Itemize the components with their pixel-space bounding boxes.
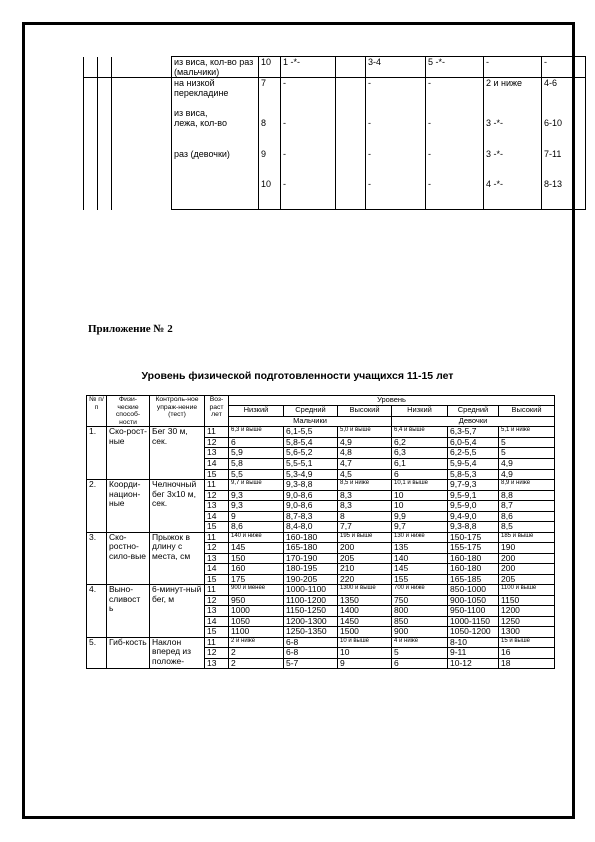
- value-cell: 140: [392, 553, 448, 564]
- value-cell: 1200: [499, 606, 555, 617]
- exercise-cell: на низкой перекладине: [172, 78, 259, 109]
- age-cell: 13: [205, 553, 229, 564]
- value-cell: 10 и выше: [338, 637, 392, 648]
- value-cell: 1200-1300: [284, 616, 338, 627]
- value-cell: [336, 179, 366, 210]
- value-cell: [336, 118, 366, 148]
- header-age: Воз-раст лет: [205, 396, 229, 427]
- group-test: Наклон вперед из положе-: [150, 637, 205, 669]
- value-cell: -: [426, 78, 484, 109]
- age-cell: 14: [205, 511, 229, 522]
- age-cell: 14: [205, 564, 229, 575]
- value-cell: 6: [392, 658, 448, 669]
- age-cell: 12: [205, 543, 229, 554]
- header-row-1: [87, 396, 555, 406]
- table-row: [87, 532, 555, 543]
- value-cell: 1000-1100: [284, 585, 338, 596]
- value-cell: 185 и выше: [499, 532, 555, 543]
- value-cell: 8,3: [338, 501, 392, 512]
- blank-cell: [112, 57, 172, 78]
- page-title: Уровень физической подготовленности учащихся 11-15 лет: [141, 370, 454, 382]
- value-cell: 4,7: [338, 458, 392, 469]
- blank-cell: [98, 149, 112, 179]
- value-cell: 5-7: [284, 658, 338, 669]
- value-cell: 4 и ниже: [392, 637, 448, 648]
- value-cell: 190-205: [284, 574, 338, 585]
- value-cell: 205: [499, 574, 555, 585]
- value-cell: 9,3: [229, 490, 284, 501]
- value-cell: -: [366, 179, 426, 210]
- value-cell: 6,2: [392, 437, 448, 448]
- value-cell: 155-175: [448, 543, 499, 554]
- table-row: [87, 585, 555, 596]
- age-cell: 13: [205, 606, 229, 617]
- exercise-cell: из виса,: [172, 108, 259, 118]
- value-cell: 10: [338, 648, 392, 659]
- value-cell: [366, 108, 426, 118]
- value-cell: 160-180: [284, 532, 338, 543]
- value-cell: -: [426, 149, 484, 179]
- value-cell: [336, 78, 366, 109]
- value-cell: 1100 и выше: [499, 585, 555, 596]
- value-cell: 10: [392, 501, 448, 512]
- value-cell: 205: [338, 553, 392, 564]
- value-cell: 5,5: [229, 469, 284, 480]
- value-cell: 190: [499, 543, 555, 554]
- value-cell: 8: [259, 118, 281, 148]
- value-cell: 2: [229, 648, 284, 659]
- value-cell: 10: [392, 490, 448, 501]
- value-cell: 1250: [499, 616, 555, 627]
- value-cell: 9: [229, 511, 284, 522]
- value-cell: 160-180: [448, 553, 499, 564]
- value-cell: 9,7: [392, 522, 448, 533]
- value-cell: 9,5-9,0: [448, 501, 499, 512]
- age-cell: 14: [205, 458, 229, 469]
- header-ability: Физи-ческие способ-ности: [107, 396, 150, 427]
- value-cell: 8,5 и ниже: [338, 480, 392, 491]
- value-cell: 5 -*-: [426, 57, 484, 78]
- value-cell: 9,9: [392, 511, 448, 522]
- value-cell: 8-13: [542, 179, 586, 210]
- value-cell: 5,8-5,3: [448, 469, 499, 480]
- group-test: Бег 30 м, сек.: [150, 427, 205, 480]
- group-num: 3.: [87, 532, 107, 585]
- value-cell: 5,9-5,4: [448, 458, 499, 469]
- value-cell: 10,1 и выше: [392, 480, 448, 491]
- value-cell: 8-10: [448, 637, 499, 648]
- value-cell: 8,4-8,0: [284, 522, 338, 533]
- value-cell: 7,7: [338, 522, 392, 533]
- value-cell: 160-180: [448, 564, 499, 575]
- value-cell: 6: [229, 437, 284, 448]
- group-ability: Ско-ростно-сило-вые: [107, 532, 150, 585]
- value-cell: -: [281, 118, 336, 148]
- value-cell: 5,1 и ниже: [499, 427, 555, 438]
- value-cell: 4-6: [542, 78, 586, 109]
- value-cell: -: [366, 118, 426, 148]
- table-row: [84, 118, 586, 148]
- value-cell: 145: [392, 564, 448, 575]
- value-cell: -: [542, 57, 586, 78]
- group-test: Прыжок в длину с места, см: [150, 532, 205, 585]
- age-cell: 13: [205, 658, 229, 669]
- value-cell: 5,6-5,2: [284, 448, 338, 459]
- value-cell: 6-10: [542, 118, 586, 148]
- value-cell: 4 -*-: [484, 179, 542, 210]
- table-row: [87, 427, 555, 438]
- value-cell: 1050-1200: [448, 627, 499, 638]
- value-cell: 1000-1150: [448, 616, 499, 627]
- value-cell: 175: [229, 574, 284, 585]
- value-cell: 1 -*-: [281, 57, 336, 78]
- value-cell: 3 -*-: [484, 118, 542, 148]
- value-cell: 950-1100: [448, 606, 499, 617]
- age-cell: 11: [205, 480, 229, 491]
- value-cell: 155: [392, 574, 448, 585]
- value-cell: 4,8: [338, 448, 392, 459]
- group-ability: Выно-сливост ь: [107, 585, 150, 638]
- age-cell: 15: [205, 469, 229, 480]
- group-test: 6-минут-ный бег, м: [150, 585, 205, 638]
- continuation-table: [83, 56, 586, 210]
- value-cell: 5,0 и выше: [338, 427, 392, 438]
- value-cell: 9,3-8,8: [448, 522, 499, 533]
- value-cell: 6,3-5,7: [448, 427, 499, 438]
- value-cell: [426, 108, 484, 118]
- blank-cell: [112, 149, 172, 179]
- value-cell: 7: [259, 78, 281, 109]
- blank-cell: [84, 149, 98, 179]
- table-row: [87, 480, 555, 491]
- value-cell: 3-4: [366, 57, 426, 78]
- value-cell: 9-11: [448, 648, 499, 659]
- age-cell: 14: [205, 616, 229, 627]
- value-cell: 4,9: [499, 458, 555, 469]
- value-cell: 170-190: [284, 553, 338, 564]
- value-cell: -: [281, 149, 336, 179]
- age-cell: 12: [205, 490, 229, 501]
- header-girls-mid: Средний: [448, 406, 499, 416]
- age-cell: 15: [205, 522, 229, 533]
- value-cell: 900-1050: [448, 595, 499, 606]
- value-cell: [542, 108, 586, 118]
- value-cell: 6,3 и выше: [229, 427, 284, 438]
- blank-cell: [84, 57, 98, 78]
- value-cell: 165-185: [448, 574, 499, 585]
- value-cell: 6,4 и выше: [392, 427, 448, 438]
- header-girls: Девочки: [392, 416, 555, 427]
- value-cell: 15 и выше: [499, 637, 555, 648]
- exercise-cell: из виса, кол-во раз (мальчики): [172, 57, 259, 78]
- table-row: [84, 108, 586, 118]
- value-cell: 6: [392, 469, 448, 480]
- value-cell: 1500: [338, 627, 392, 638]
- value-cell: 8,6: [229, 522, 284, 533]
- value-cell: 9,4-9,0: [448, 511, 499, 522]
- value-cell: 2 и ниже: [484, 78, 542, 109]
- value-cell: 9,0-8,6: [284, 490, 338, 501]
- value-cell: -: [366, 149, 426, 179]
- group-ability: Гиб-кость: [107, 637, 150, 669]
- value-cell: 4,5: [338, 469, 392, 480]
- blank-cell: [98, 57, 112, 78]
- blank-cell: [98, 118, 112, 148]
- value-cell: 750: [392, 595, 448, 606]
- table-row: [87, 637, 555, 648]
- value-cell: 200: [338, 543, 392, 554]
- blank-cell: [112, 179, 172, 210]
- value-cell: 900 и менее: [229, 585, 284, 596]
- value-cell: 160: [229, 564, 284, 575]
- value-cell: [336, 57, 366, 78]
- value-cell: 5,3-4,9: [284, 469, 338, 480]
- blank-cell: [98, 179, 112, 210]
- group-ability: Ско-рост-ные: [107, 427, 150, 480]
- blank-cell: [84, 118, 98, 148]
- value-cell: 1350: [338, 595, 392, 606]
- value-cell: 8,3: [338, 490, 392, 501]
- value-cell: 1400: [338, 606, 392, 617]
- value-cell: 800: [392, 606, 448, 617]
- value-cell: 180-195: [284, 564, 338, 575]
- value-cell: 9: [338, 658, 392, 669]
- value-cell: 9,7-9,3: [448, 480, 499, 491]
- value-cell: 6,1: [392, 458, 448, 469]
- group-ability: Коорди-национ-ные: [107, 480, 150, 533]
- value-cell: 200: [499, 564, 555, 575]
- value-cell: 1450: [338, 616, 392, 627]
- value-cell: 2: [229, 658, 284, 669]
- exercise-cell: [172, 179, 259, 210]
- value-cell: [336, 149, 366, 179]
- value-cell: 150: [229, 553, 284, 564]
- value-cell: 18: [499, 658, 555, 669]
- value-cell: 145: [229, 543, 284, 554]
- blank-cell: [98, 108, 112, 118]
- value-cell: 9,0-8,6: [284, 501, 338, 512]
- value-cell: 9,3-8,8: [284, 480, 338, 491]
- header-boys-low: Низкий: [229, 406, 284, 416]
- value-cell: 9,5-9,1: [448, 490, 499, 501]
- age-cell: 15: [205, 574, 229, 585]
- table-row: [84, 57, 586, 78]
- value-cell: [259, 108, 281, 118]
- value-cell: 3 -*-: [484, 149, 542, 179]
- value-cell: 135: [392, 543, 448, 554]
- value-cell: 7-11: [542, 149, 586, 179]
- value-cell: 9,3: [229, 501, 284, 512]
- table-row: [84, 179, 586, 210]
- value-cell: 130 и ниже: [392, 532, 448, 543]
- value-cell: -: [484, 57, 542, 78]
- value-cell: 4,9: [499, 469, 555, 480]
- value-cell: 9,7 и выше: [229, 480, 284, 491]
- age-cell: 13: [205, 501, 229, 512]
- group-num: 1.: [87, 427, 107, 480]
- blank-cell: [84, 78, 98, 109]
- value-cell: 6,3: [392, 448, 448, 459]
- value-cell: 1100-1200: [284, 595, 338, 606]
- age-cell: 12: [205, 648, 229, 659]
- table-row: [84, 149, 586, 179]
- value-cell: 5: [499, 448, 555, 459]
- value-cell: 1300 и выше: [338, 585, 392, 596]
- group-num: 2.: [87, 480, 107, 533]
- blank-cell: [112, 118, 172, 148]
- header-boys: Мальчики: [229, 416, 392, 427]
- value-cell: 900: [392, 627, 448, 638]
- header-num: № п/п: [87, 396, 107, 427]
- value-cell: -: [281, 78, 336, 109]
- value-cell: 10-12: [448, 658, 499, 669]
- value-cell: 1100: [229, 627, 284, 638]
- value-cell: 8,7-8,3: [284, 511, 338, 522]
- value-cell: 10: [259, 179, 281, 210]
- age-cell: 12: [205, 437, 229, 448]
- exercise-cell: раз (девочки): [172, 149, 259, 179]
- blank-cell: [84, 108, 98, 118]
- value-cell: 850: [392, 616, 448, 627]
- value-cell: [484, 108, 542, 118]
- value-cell: -: [366, 78, 426, 109]
- age-cell: 12: [205, 595, 229, 606]
- value-cell: 8: [338, 511, 392, 522]
- age-cell: 11: [205, 637, 229, 648]
- value-cell: -: [281, 179, 336, 210]
- value-cell: [281, 108, 336, 118]
- value-cell: 10: [259, 57, 281, 78]
- blank-cell: [98, 78, 112, 109]
- age-cell: 11: [205, 585, 229, 596]
- appendix-label: Приложение № 2: [88, 323, 173, 335]
- value-cell: -: [426, 179, 484, 210]
- value-cell: 4,9: [338, 437, 392, 448]
- value-cell: -: [426, 118, 484, 148]
- value-cell: 700 и ниже: [392, 585, 448, 596]
- header-girls-low: Низкий: [392, 406, 448, 416]
- value-cell: 195 и выше: [338, 532, 392, 543]
- value-cell: 6,1-5,5: [284, 427, 338, 438]
- value-cell: 8,5: [499, 522, 555, 533]
- value-cell: 5: [392, 648, 448, 659]
- value-cell: 1300: [499, 627, 555, 638]
- value-cell: 8,6: [499, 511, 555, 522]
- value-cell: 6,0-5,4: [448, 437, 499, 448]
- value-cell: 8,9 и ниже: [499, 480, 555, 491]
- header-girls-high: Высокий: [499, 406, 555, 416]
- value-cell: 150-175: [448, 532, 499, 543]
- age-cell: 13: [205, 448, 229, 459]
- blank-cell: [112, 78, 172, 109]
- blank-cell: [84, 179, 98, 210]
- value-cell: 5,5-5,1: [284, 458, 338, 469]
- group-test: Челночный бег 3х10 м, сек.: [150, 480, 205, 533]
- value-cell: 6-8: [284, 637, 338, 648]
- group-num: 4.: [87, 585, 107, 638]
- value-cell: 1050: [229, 616, 284, 627]
- value-cell: 140 и ниже: [229, 532, 284, 543]
- blank-cell: [112, 108, 172, 118]
- value-cell: [336, 108, 366, 118]
- fitness-level-table: [86, 395, 555, 669]
- value-cell: 5,8-5,4: [284, 437, 338, 448]
- header-boys-mid: Средний: [284, 406, 338, 416]
- value-cell: 8,7: [499, 501, 555, 512]
- value-cell: 1000: [229, 606, 284, 617]
- value-cell: 220: [338, 574, 392, 585]
- table-row: [84, 78, 586, 109]
- group-num: 5.: [87, 637, 107, 669]
- value-cell: 6,2-5,5: [448, 448, 499, 459]
- exercise-cell: лежа, кол-во: [172, 118, 259, 148]
- value-cell: 200: [499, 553, 555, 564]
- value-cell: 210: [338, 564, 392, 575]
- header-boys-high: Высокий: [338, 406, 392, 416]
- value-cell: 16: [499, 648, 555, 659]
- value-cell: 5: [499, 437, 555, 448]
- value-cell: 1150: [499, 595, 555, 606]
- value-cell: 9: [259, 149, 281, 179]
- value-cell: 6-8: [284, 648, 338, 659]
- value-cell: 1150-1250: [284, 606, 338, 617]
- age-cell: 11: [205, 532, 229, 543]
- value-cell: 165-180: [284, 543, 338, 554]
- value-cell: 8,8: [499, 490, 555, 501]
- value-cell: 950: [229, 595, 284, 606]
- value-cell: 5,9: [229, 448, 284, 459]
- value-cell: 5,8: [229, 458, 284, 469]
- value-cell: 2 и ниже: [229, 637, 284, 648]
- header-test: Контроль-ное упраж-нение (тест): [150, 396, 205, 427]
- value-cell: 850-1000: [448, 585, 499, 596]
- header-level: Уровень: [229, 396, 555, 406]
- value-cell: 1250-1350: [284, 627, 338, 638]
- age-cell: 11: [205, 427, 229, 438]
- age-cell: 15: [205, 627, 229, 638]
